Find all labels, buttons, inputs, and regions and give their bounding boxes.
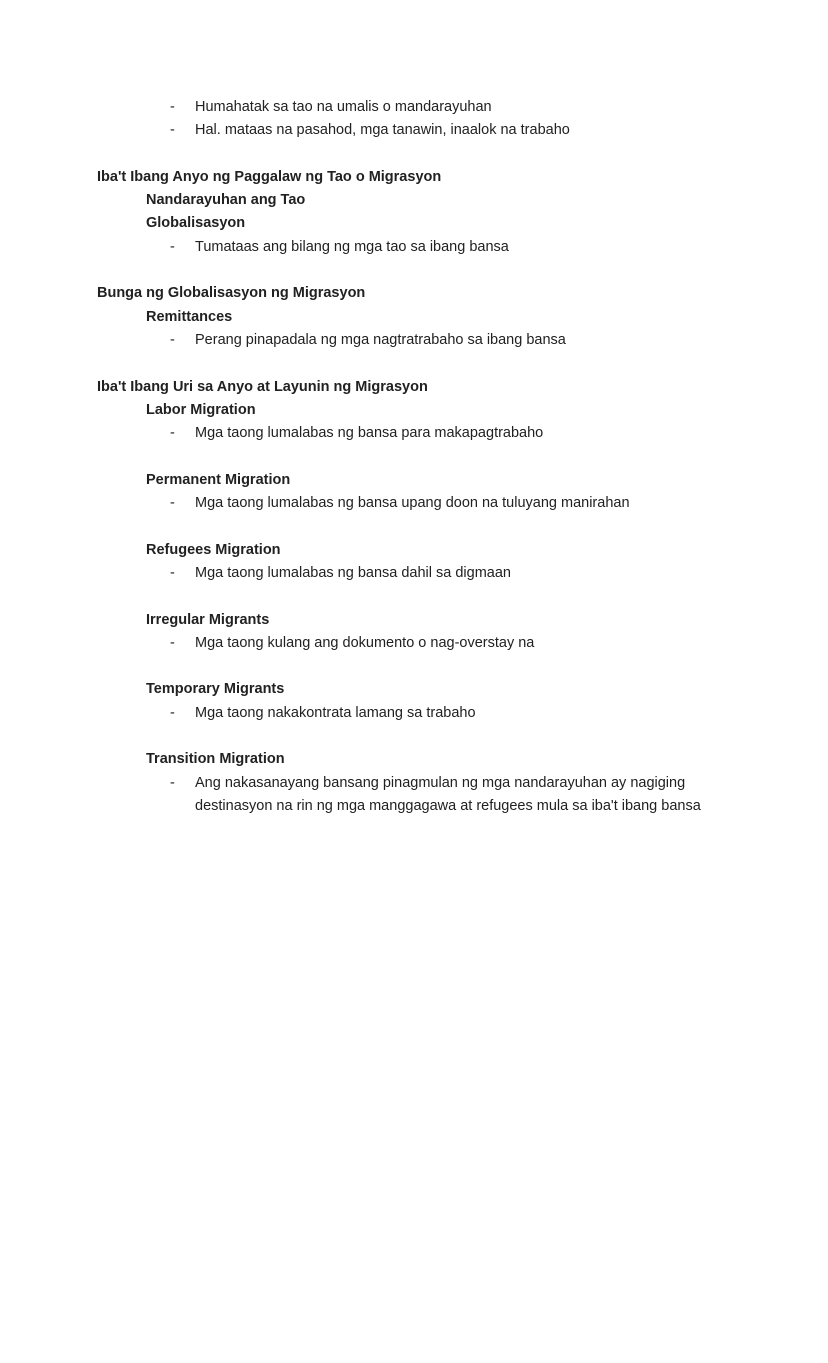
- list-item: [170, 96, 728, 119]
- subsection: [146, 399, 728, 446]
- subsection-title: Nandarayuhan ang Tao: [146, 192, 306, 209]
- subsection: [146, 609, 728, 656]
- bullet-text: Hal. mataas na pasahod, mga tanawin, inaalok na trabaho: [195, 122, 570, 139]
- subsection-title: Globalisasyon: [146, 215, 246, 232]
- section-heading: Iba't Ibang Uri sa Anyo at Layunin ng Migrasyon: [97, 378, 428, 395]
- section: [97, 376, 728, 819]
- bullet-text: Mga taong lumalabas ng bansa upang doon na tuluyang manirahan: [195, 495, 630, 512]
- bullet-dash: -: [170, 774, 175, 791]
- subsection: [146, 678, 728, 725]
- bullet-dash: -: [170, 425, 175, 442]
- bullet-dash: -: [170, 122, 175, 139]
- list-item: [170, 702, 728, 725]
- subsection: [146, 748, 728, 818]
- bullet-text: Mga taong lumalabas ng bansa dahil sa digmaan: [195, 564, 511, 581]
- bullet-dash: -: [170, 99, 175, 115]
- subsection: [146, 469, 728, 516]
- bullet-dash: -: [170, 495, 175, 512]
- subsection: [146, 212, 728, 259]
- subsection-title: Labor Migration: [146, 401, 256, 418]
- subsection-title: Refugees Migration: [146, 541, 281, 558]
- list-item: [170, 492, 728, 515]
- bullet-dash: -: [170, 331, 175, 348]
- list-item: [170, 329, 728, 352]
- bullet-text: Tumataas ang bilang ng mga tao sa ibang bansa: [195, 238, 509, 255]
- list-item: [170, 562, 728, 585]
- bullet-text: Mga taong lumalabas ng bansa para makapagtrabaho: [195, 425, 544, 442]
- list-item: [170, 632, 728, 655]
- list-item: [170, 422, 728, 445]
- list-item: [170, 772, 728, 819]
- subsection: [146, 306, 728, 353]
- list-item: [170, 236, 728, 259]
- subsection: [146, 189, 728, 212]
- bullet-dash: -: [170, 704, 175, 721]
- section: [97, 282, 728, 352]
- subsection-title: Permanent Migration: [146, 471, 291, 488]
- bullet-text: Ang nakasanayang bansang pinagmulan ng mga nandarayuhan ay nagiging destinasyon na rin ng mga manggagawa at refugees mula sa iba't ibang bansa: [195, 774, 701, 814]
- subsection-title: Transition Migration: [146, 751, 285, 768]
- subsection-title: Temporary Migrants: [146, 681, 285, 698]
- bullet-dash: -: [170, 634, 175, 651]
- list-item: [170, 119, 728, 142]
- bullet-dash: -: [170, 238, 175, 255]
- bullet-dash: -: [170, 564, 175, 581]
- section-heading: Bunga ng Globalisasyon ng Migrasyon: [97, 285, 366, 302]
- bullet-text: Humahatak sa tao na umalis o mandarayuhan: [195, 99, 492, 115]
- bullet-text: Mga taong kulang ang dokumento o nag-overstay na: [195, 634, 535, 651]
- bullet-text: Mga taong nakakontrata lamang sa trabaho: [195, 704, 476, 721]
- subsection-title: Irregular Migrants: [146, 611, 270, 628]
- intro-bullet-list: [170, 96, 728, 143]
- section-heading: Iba't Ibang Anyo ng Paggalaw ng Tao o Migrasyon: [97, 168, 442, 185]
- subsection: [146, 539, 728, 586]
- bullet-text: Perang pinapadala ng mga nagtratrabaho sa ibang bansa: [195, 331, 566, 348]
- subsection-title: Remittances: [146, 308, 233, 325]
- section: [97, 166, 728, 259]
